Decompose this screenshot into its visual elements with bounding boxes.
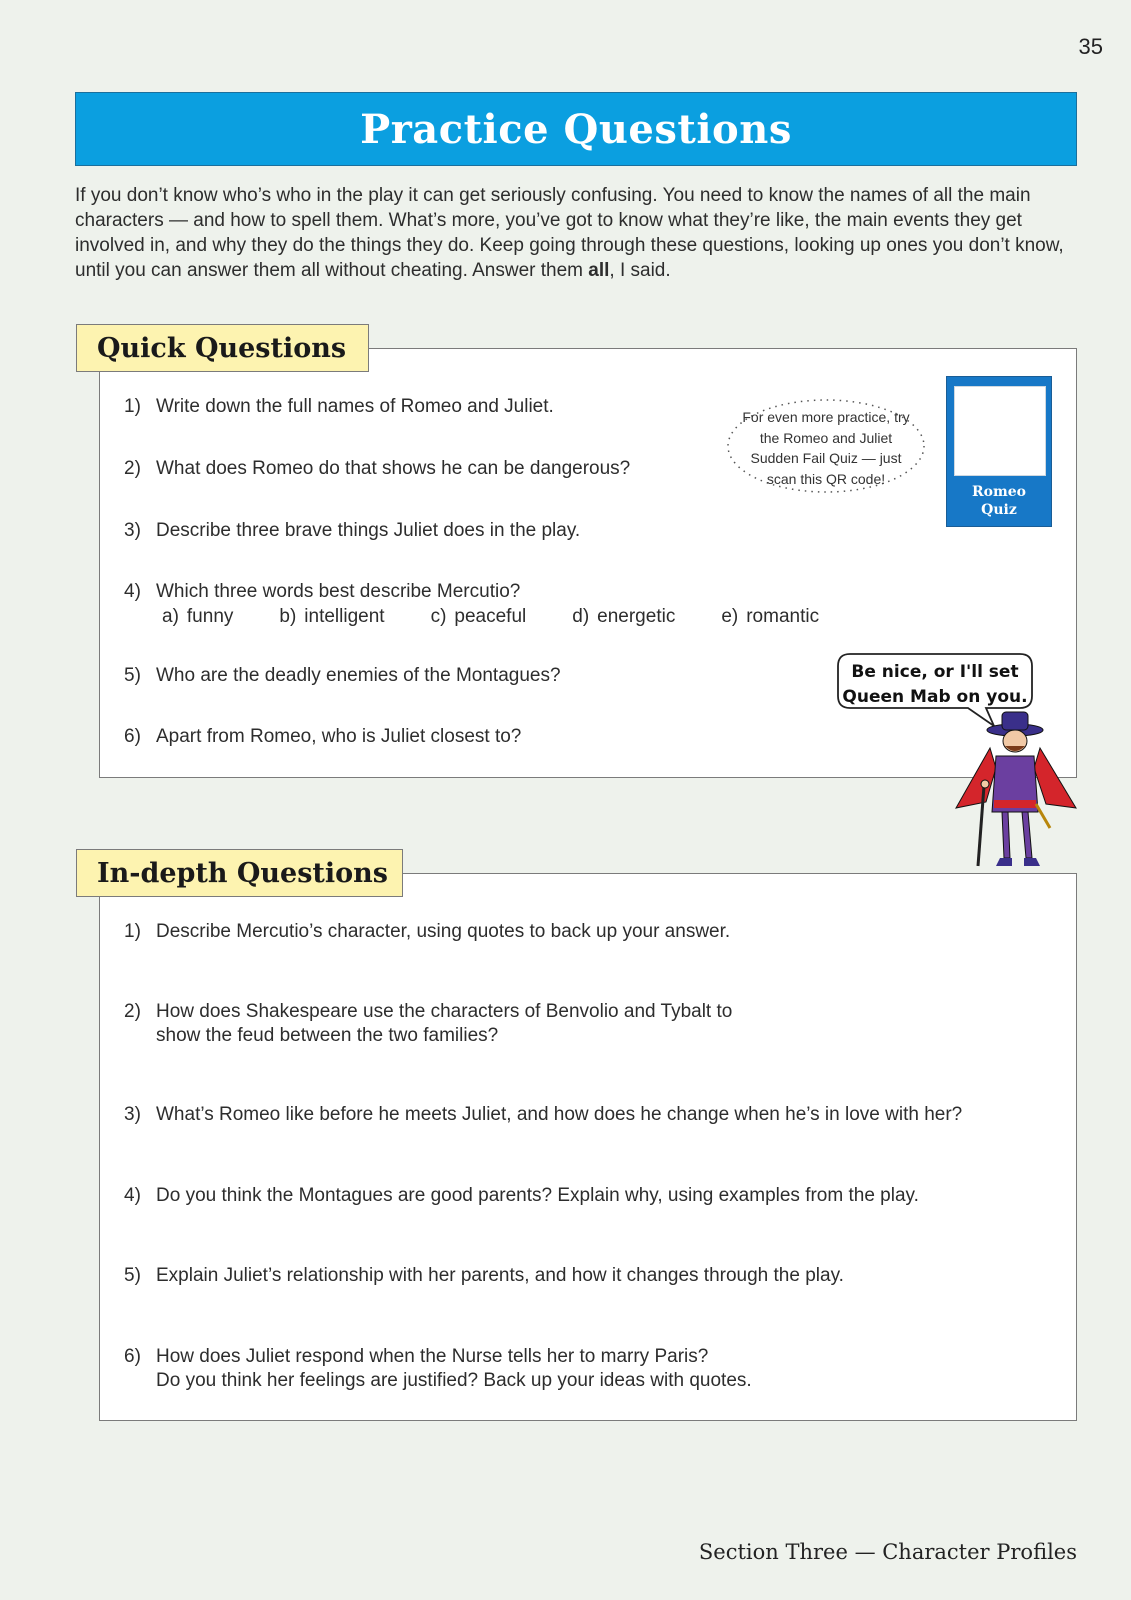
quick-question	[124, 457, 630, 481]
indepth-questions-box	[99, 873, 1077, 1421]
question-number: 3)	[124, 1104, 141, 1125]
indepth-questions-heading: In-depth Questions	[76, 849, 403, 897]
question-text: Explain Juliet’s relationship with her parents, and how it changes through the play.	[156, 1265, 844, 1286]
answer-option	[279, 605, 384, 629]
option-word: peaceful	[454, 606, 527, 627]
qr-code-placeholder	[954, 386, 1046, 476]
quick-question	[124, 664, 561, 688]
quick-question	[124, 580, 865, 629]
question-number: 5)	[124, 665, 141, 686]
answer-option	[572, 605, 675, 629]
title-banner	[75, 92, 1077, 166]
question-number: 4)	[124, 581, 141, 602]
option-letter: e)	[721, 606, 739, 627]
speech-bubble	[836, 652, 1034, 710]
question-text: What does Romeo do that shows he can be dangerous?	[156, 458, 631, 479]
option-letter: d)	[572, 606, 590, 627]
speech-text: Be nice, or I'll set Queen Mab on you.	[842, 662, 1028, 707]
qr-bubble-text: For even more practice, try the Romeo and Juliet Sudden Fail Quiz — just scan this QR code!	[742, 409, 910, 487]
question-number: 6)	[124, 726, 141, 747]
question-number: 1)	[124, 396, 141, 417]
question-number: 2)	[124, 458, 141, 479]
page-number: 35	[1078, 34, 1103, 59]
answer-option	[721, 605, 819, 629]
intro-text-2: , I said.	[609, 260, 671, 281]
indepth-question	[124, 920, 730, 944]
answer-option	[431, 605, 527, 629]
option-letter: c)	[430, 606, 447, 627]
quick-question	[124, 395, 554, 419]
intro-text-1: If you don’t know who’s who in the play it can get seriously confusing. You need to know the names of all the main characters — and how to spell them. What’s more, you’ve got to know what they’re like, the main events they get involved in, and why they do the things they do. Keep going through these questions, looking up ones you don’t know, until you can answer them all without cheating. Answer them	[75, 185, 1064, 281]
page-title: Practice Questions	[360, 105, 792, 153]
question-number: 5)	[124, 1265, 141, 1286]
question-text: Describe Mercutio’s character, using quotes to back up your answer.	[156, 921, 731, 942]
intro-bold-word: all	[588, 260, 610, 281]
indepth-question	[124, 1103, 962, 1127]
quick-questions-heading: Quick Questions	[76, 324, 369, 372]
qr-code-card[interactable]	[946, 376, 1052, 527]
indepth-question	[124, 1264, 844, 1288]
indepth-question	[124, 1345, 752, 1393]
intro-paragraph	[75, 183, 1075, 283]
indepth-question	[124, 1184, 919, 1208]
question-text: Apart from Romeo, who is Juliet closest to?	[156, 726, 522, 747]
question-text: Who are the deadly enemies of the Montagues?	[156, 665, 561, 686]
indepth-question	[124, 1000, 732, 1048]
question-text: Write down the full names of Romeo and Juliet.	[156, 396, 554, 417]
qr-bubble	[722, 393, 930, 499]
option-letter: a)	[162, 606, 179, 627]
question-text: How does Juliet respond when the Nurse tells her to marry Paris? Do you think her feelings are justified? Back up your ideas with quotes.	[156, 1346, 752, 1391]
question-number: 4)	[124, 1185, 141, 1206]
answer-options	[156, 605, 865, 629]
question-number: 1)	[124, 921, 141, 942]
question-text: How does Shakespeare use the characters of Benvolio and Tybalt to show the feud between the two families?	[156, 1001, 733, 1046]
question-number: 3)	[124, 520, 141, 541]
question-text: Describe three brave things Juliet does in the play.	[156, 520, 581, 541]
option-word: funny	[186, 606, 234, 627]
quick-question	[124, 519, 580, 543]
question-number: 2)	[124, 1001, 141, 1022]
quick-question	[124, 725, 521, 749]
question-number: 6)	[124, 1346, 141, 1367]
section-footer: Section Three — Character Profiles	[698, 1540, 1077, 1564]
option-letter: b)	[279, 606, 297, 627]
answer-option	[162, 605, 233, 629]
option-word: energetic	[597, 606, 676, 627]
question-text: Which three words best describe Mercutio?	[156, 581, 521, 602]
qr-label: Romeo Quiz	[971, 484, 1027, 518]
question-text: Do you think the Montagues are good parents? Explain why, using examples from the play.	[156, 1185, 919, 1206]
option-word: intelligent	[304, 606, 385, 627]
mercutio-cartoon-icon	[950, 708, 1080, 888]
question-text: What’s Romeo like before he meets Juliet, and how does he change when he’s in love with her?	[156, 1104, 963, 1125]
option-word: romantic	[746, 606, 820, 627]
